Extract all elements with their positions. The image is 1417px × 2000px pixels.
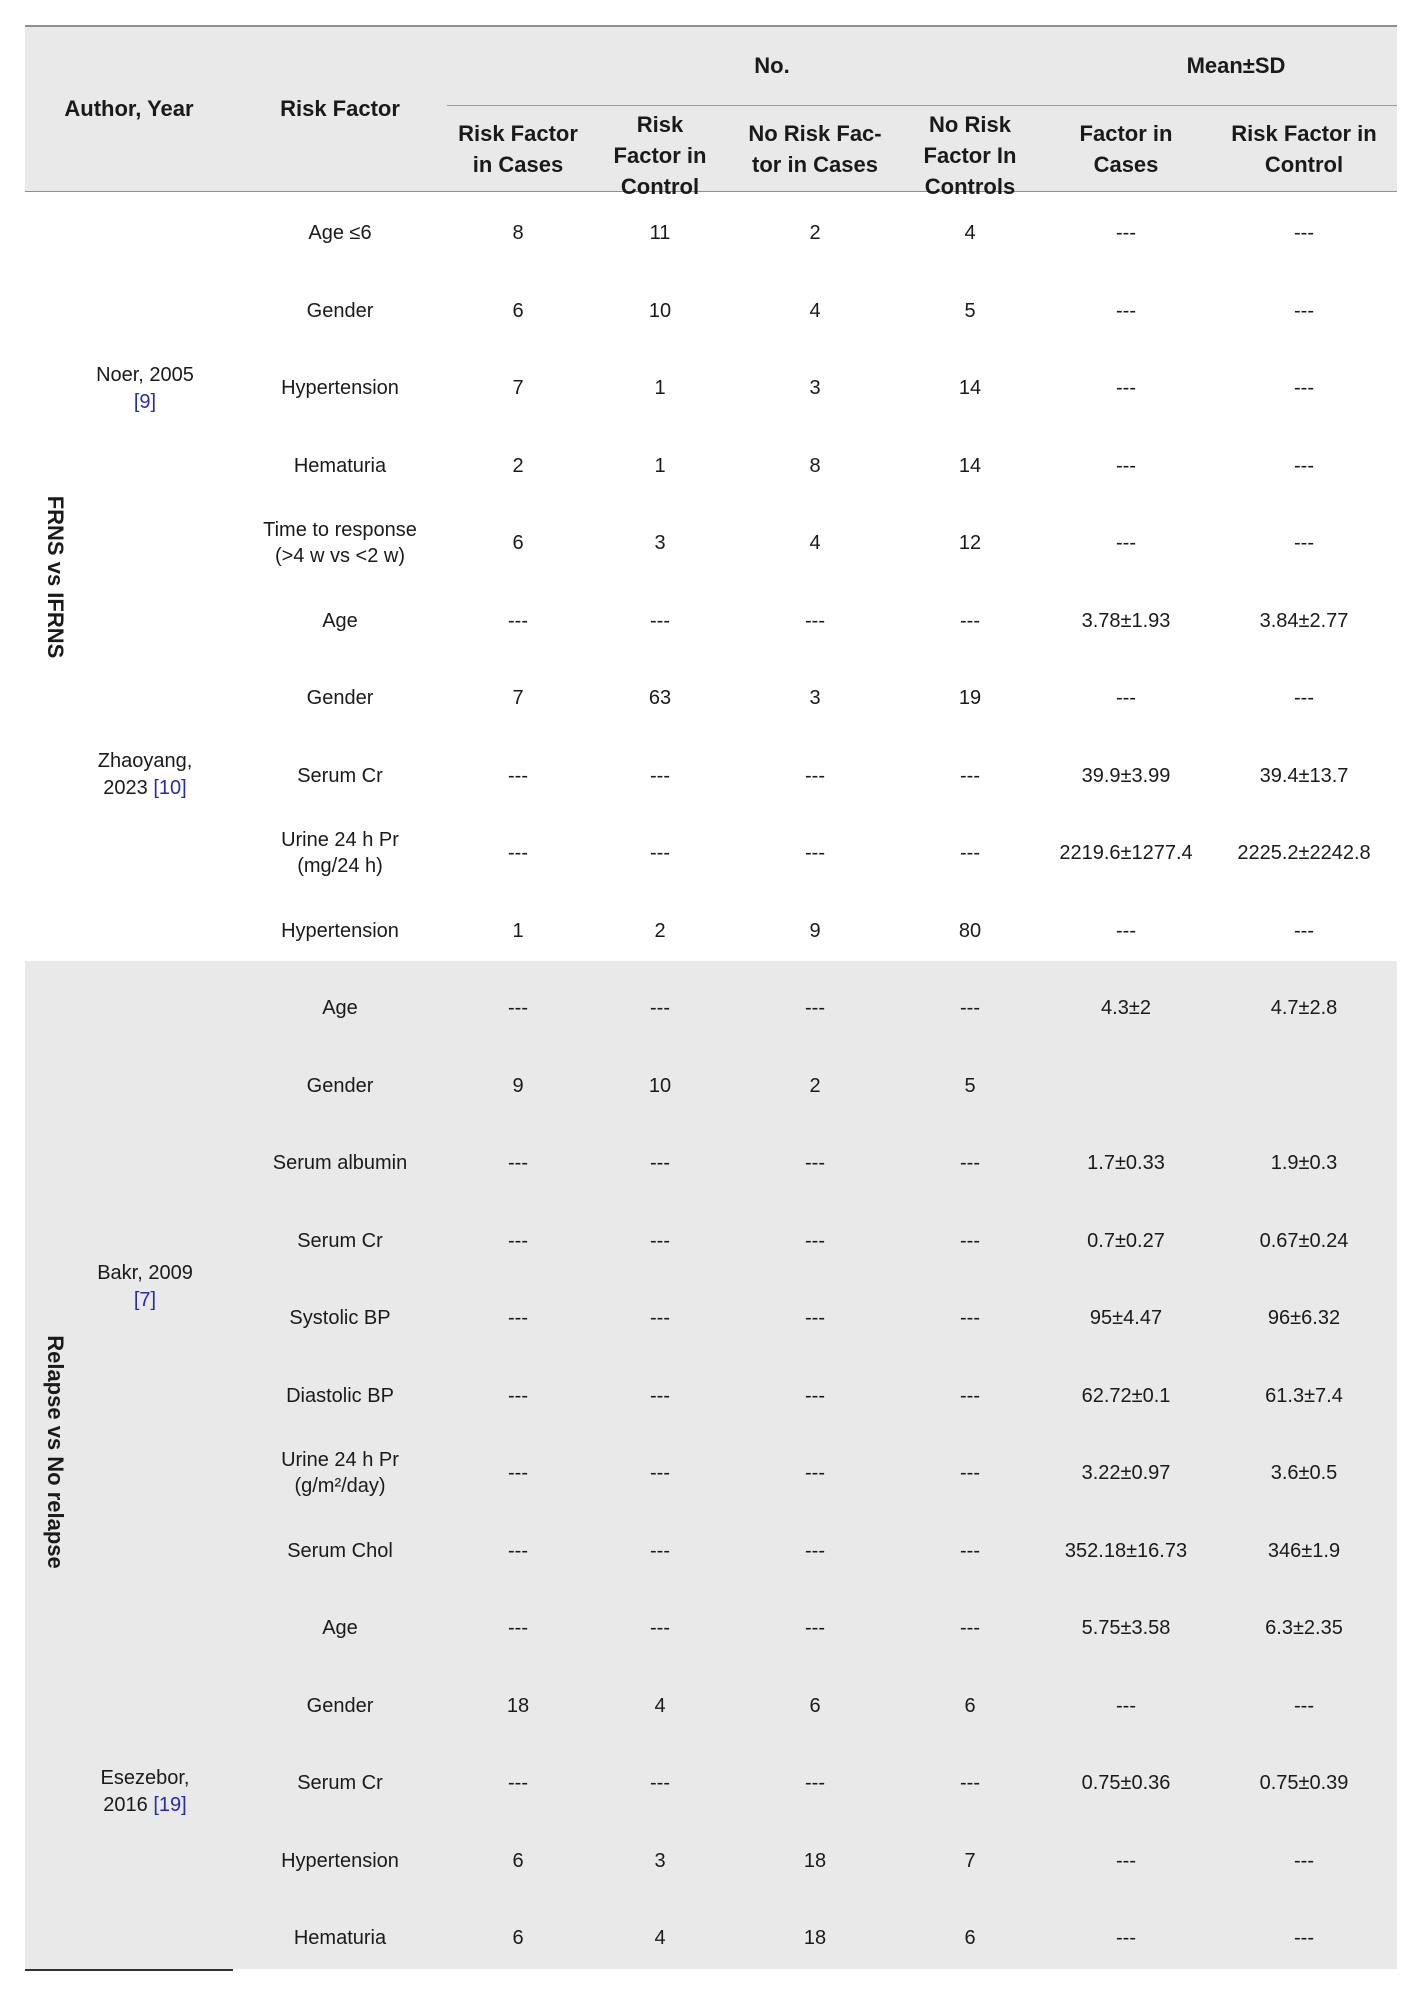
cell-norf-controls: 14 bbox=[958, 454, 982, 477]
cell-mean-cases: 352.18±16.73 bbox=[1064, 1539, 1188, 1562]
cell-risk-factor: Age bbox=[322, 1617, 358, 1639]
cell-mean-cases: --- bbox=[1116, 1849, 1136, 1872]
cell-mean-control: --- bbox=[1294, 454, 1314, 477]
cell-mean-control: --- bbox=[1294, 532, 1314, 554]
cell-mean-control: 1.9±0.3 bbox=[1270, 1152, 1338, 1174]
header-col-5: Factor in Cases bbox=[1079, 120, 1173, 177]
cell-risk-factor: Hematuria bbox=[293, 1927, 387, 1949]
cell-risk-factor: Diastolic BP bbox=[286, 1384, 394, 1407]
bottom-rule bbox=[25, 1969, 233, 1971]
cell-mean-cases: 0.7±0.27 bbox=[1087, 1229, 1165, 1252]
cell-risk-factor: Hypertension bbox=[281, 377, 399, 399]
citation-link[interactable]: [9] bbox=[133, 391, 157, 413]
cell-mean-control: --- bbox=[1294, 919, 1314, 942]
cell-mean-control: 0.75±0.39 bbox=[1259, 1772, 1349, 1794]
cell-rf-control: --- bbox=[650, 1462, 670, 1484]
cell-norf-cases: 8 bbox=[809, 454, 821, 477]
cell-rf-cases: --- bbox=[508, 1617, 528, 1639]
cell-rf-cases: --- bbox=[508, 1152, 528, 1174]
cell-norf-cases: 4 bbox=[809, 532, 821, 554]
cell-rf-control: 10 bbox=[648, 299, 672, 322]
cell-rf-cases: --- bbox=[508, 1307, 528, 1329]
cell-mean-cases: 5.75±3.58 bbox=[1081, 1617, 1171, 1639]
cell-risk-factor: Serum albumin bbox=[272, 1152, 408, 1174]
cell-norf-controls: 5 bbox=[964, 1074, 976, 1097]
cell-mean-control: 3.6±0.5 bbox=[1270, 1462, 1338, 1484]
cell-rf-control: --- bbox=[650, 1617, 670, 1639]
cell-mean-control: --- bbox=[1294, 687, 1314, 709]
cell-rf-cases: 7 bbox=[512, 377, 524, 399]
cell-mean-cases: 95±4.47 bbox=[1089, 1307, 1163, 1329]
author-name: Zhaoyang, bbox=[97, 750, 193, 772]
cell-risk-factor: Age bbox=[322, 609, 358, 632]
cell-risk-factor: Serum Cr bbox=[297, 1772, 383, 1794]
cell-rf-cases: 7 bbox=[512, 687, 524, 709]
header-author-year: Author, Year bbox=[64, 95, 194, 121]
cell-mean-control: --- bbox=[1294, 1849, 1314, 1872]
cell-risk-factor: Gender bbox=[306, 1074, 374, 1097]
cell-mean-control: 346±1.9 bbox=[1267, 1539, 1341, 1562]
cell-mean-cases: --- bbox=[1116, 532, 1136, 554]
cell-rf-cases: --- bbox=[508, 1229, 528, 1252]
citation-link[interactable]: [7] bbox=[133, 1289, 157, 1311]
cell-rf-control: 1 bbox=[654, 454, 666, 477]
cell-rf-control: 2 bbox=[654, 919, 666, 942]
cell-norf-controls: 80 bbox=[958, 919, 982, 942]
author-bakr bbox=[50, 1260, 240, 1314]
cell-rf-control: 11 bbox=[649, 222, 671, 244]
group-label-frns: FRNS vs IFRNS bbox=[43, 495, 68, 659]
header-col-6: Risk Factor in Control bbox=[1231, 120, 1377, 177]
cell-mean-cases: 3.78±1.93 bbox=[1081, 609, 1171, 632]
cell-norf-cases: --- bbox=[805, 1384, 825, 1407]
header-col-3: No Risk Fac- tor in Cases bbox=[748, 120, 882, 177]
cell-norf-controls: --- bbox=[960, 1772, 980, 1794]
cell-rf-cases: 8 bbox=[512, 222, 524, 244]
cell-rf-control: --- bbox=[650, 1229, 670, 1252]
cell-mean-control: 96±6.32 bbox=[1267, 1307, 1341, 1329]
cell-rf-control: --- bbox=[650, 1772, 670, 1794]
cell-norf-cases: 3 bbox=[809, 377, 821, 399]
cell-risk-factor: Gender bbox=[306, 1694, 374, 1717]
cell-norf-controls: --- bbox=[960, 1462, 980, 1484]
cell-mean-control: 61.3±7.4 bbox=[1265, 1384, 1343, 1407]
header-group-mean: Mean±SD bbox=[1186, 52, 1286, 78]
cell-mean-control: 2225.2±2242.8 bbox=[1237, 842, 1371, 864]
author-name: Esezebor, bbox=[100, 1767, 190, 1789]
cell-norf-controls: --- bbox=[960, 1229, 980, 1252]
cell-norf-cases: 18 bbox=[803, 1849, 827, 1872]
cell-rf-control: --- bbox=[650, 764, 670, 787]
cell-risk-factor: Gender bbox=[306, 299, 374, 322]
author-year: 2016 bbox=[103, 1794, 148, 1816]
cell-mean-cases: 3.22±0.97 bbox=[1081, 1462, 1171, 1484]
cell-rf-cases: --- bbox=[508, 1539, 528, 1562]
cell-mean-cases bbox=[1041, 1051, 1211, 1121]
cell-rf-control: 4 bbox=[654, 1927, 666, 1949]
citation-link[interactable]: [10] bbox=[153, 777, 187, 799]
cell-norf-cases: --- bbox=[805, 997, 825, 1019]
citation-link[interactable]: [19] bbox=[153, 1794, 187, 1816]
cell-rf-cases: --- bbox=[508, 764, 528, 787]
header-col-2: Risk Factor in Control bbox=[613, 111, 707, 199]
cell-norf-controls: --- bbox=[960, 842, 980, 864]
cell-risk-factor: Urine 24 h Pr (mg/24 h) bbox=[281, 829, 399, 877]
cell-norf-controls: 14 bbox=[958, 377, 982, 399]
cell-rf-cases: 9 bbox=[512, 1074, 524, 1097]
cell-mean-cases: --- bbox=[1116, 919, 1136, 942]
cell-rf-cases: --- bbox=[508, 1772, 528, 1794]
cell-mean-cases: --- bbox=[1116, 1694, 1136, 1717]
cell-risk-factor: Hematuria bbox=[293, 454, 387, 477]
cell-mean-control bbox=[1211, 1051, 1397, 1121]
cell-norf-cases: --- bbox=[805, 1152, 825, 1174]
cell-norf-cases: --- bbox=[805, 842, 825, 864]
cell-risk-factor: Age ≤6 bbox=[308, 222, 372, 244]
cell-norf-cases: --- bbox=[805, 1307, 825, 1329]
author-name: Bakr, 2009 bbox=[97, 1262, 193, 1284]
author-noer bbox=[50, 362, 240, 416]
cell-rf-control: 10 bbox=[648, 1074, 672, 1097]
cell-rf-control: 4 bbox=[654, 1694, 666, 1717]
cell-risk-factor: Age bbox=[322, 997, 358, 1019]
cell-norf-controls: --- bbox=[960, 1384, 980, 1407]
cell-norf-cases: 9 bbox=[809, 919, 821, 942]
header-col-1: Risk Factor in Cases bbox=[458, 120, 578, 177]
cell-risk-factor: Urine 24 h Pr (g/m²/day) bbox=[281, 1449, 399, 1497]
cell-mean-cases: --- bbox=[1116, 222, 1136, 244]
cell-mean-control: 39.4±13.7 bbox=[1259, 764, 1349, 787]
cell-norf-cases: --- bbox=[805, 1772, 825, 1794]
cell-mean-control: 3.84±2.77 bbox=[1259, 609, 1349, 632]
cell-rf-cases: --- bbox=[508, 1384, 528, 1407]
cell-mean-control: 0.67±0.24 bbox=[1259, 1229, 1349, 1252]
cell-norf-cases: 4 bbox=[809, 299, 821, 322]
cell-norf-controls: --- bbox=[960, 609, 980, 632]
cell-norf-controls: --- bbox=[960, 764, 980, 787]
cell-mean-cases: --- bbox=[1116, 1927, 1136, 1949]
cell-norf-cases: --- bbox=[805, 764, 825, 787]
cell-mean-cases: 62.72±0.1 bbox=[1081, 1384, 1171, 1407]
cell-rf-cases: 6 bbox=[512, 532, 524, 554]
cell-mean-control: 4.7±2.8 bbox=[1270, 997, 1338, 1019]
cell-norf-controls: --- bbox=[960, 1152, 980, 1174]
cell-risk-factor: Systolic BP bbox=[289, 1307, 391, 1329]
cell-norf-controls: 4 bbox=[964, 222, 976, 244]
group-label-relapse: Relapse vs No relapse bbox=[43, 1335, 68, 1569]
cell-norf-cases: 2 bbox=[809, 222, 821, 244]
author-zhaoyang bbox=[50, 748, 240, 802]
cell-norf-cases: 18 bbox=[803, 1927, 827, 1949]
author-year: 2023 bbox=[103, 777, 148, 799]
cell-norf-controls: 5 bbox=[964, 299, 976, 322]
cell-rf-control: --- bbox=[650, 1384, 670, 1407]
cell-norf-controls: 6 bbox=[964, 1927, 976, 1949]
cell-mean-control: --- bbox=[1294, 299, 1314, 322]
cell-mean-cases: --- bbox=[1116, 687, 1136, 709]
cell-mean-cases: 39.9±3.99 bbox=[1081, 764, 1171, 787]
cell-rf-control: --- bbox=[650, 1307, 670, 1329]
cell-rf-cases: 6 bbox=[512, 1849, 524, 1872]
cell-mean-control: --- bbox=[1294, 377, 1314, 399]
cell-mean-cases: 1.7±0.33 bbox=[1087, 1152, 1165, 1174]
cell-rf-cases: 18 bbox=[506, 1694, 530, 1717]
cell-norf-cases: 6 bbox=[809, 1694, 821, 1717]
cell-risk-factor: Serum Cr bbox=[297, 1229, 383, 1252]
cell-mean-control: --- bbox=[1294, 1927, 1314, 1949]
cell-rf-control: --- bbox=[650, 842, 670, 864]
cell-rf-cases: --- bbox=[508, 609, 528, 632]
cell-risk-factor: Serum Chol bbox=[287, 1539, 393, 1562]
cell-rf-control: 1 bbox=[654, 377, 666, 399]
cell-rf-cases: --- bbox=[508, 997, 528, 1019]
cell-rf-control: --- bbox=[650, 1539, 670, 1562]
cell-rf-control: --- bbox=[650, 1152, 670, 1174]
author-name: Noer, 2005 bbox=[96, 364, 194, 386]
cell-mean-cases: 2219.6±1277.4 bbox=[1059, 842, 1193, 864]
cell-risk-factor: Hypertension bbox=[281, 919, 399, 942]
cell-norf-cases: 2 bbox=[809, 1074, 821, 1097]
cell-norf-controls: --- bbox=[960, 1617, 980, 1639]
cell-mean-control: 6.3±2.35 bbox=[1265, 1617, 1343, 1639]
cell-risk-factor: Gender bbox=[306, 687, 374, 709]
cell-rf-control: --- bbox=[650, 997, 670, 1019]
cell-mean-cases: --- bbox=[1116, 377, 1136, 399]
cell-mean-cases: 0.75±0.36 bbox=[1081, 1772, 1171, 1794]
cell-norf-cases: --- bbox=[805, 609, 825, 632]
cell-mean-cases: 4.3±2 bbox=[1101, 997, 1151, 1019]
cell-rf-cases: --- bbox=[508, 842, 528, 864]
cell-mean-cases: --- bbox=[1116, 299, 1136, 322]
cell-norf-cases: --- bbox=[805, 1617, 825, 1639]
cell-mean-cases: --- bbox=[1116, 454, 1136, 477]
cell-norf-controls: 7 bbox=[964, 1849, 976, 1872]
cell-rf-cases: 6 bbox=[512, 1927, 524, 1949]
cell-rf-control: --- bbox=[650, 609, 670, 632]
header-risk-factor: Risk Factor bbox=[280, 95, 400, 121]
cell-risk-factor: Time to response (>4 w vs <2 w) bbox=[263, 519, 417, 567]
cell-rf-control: 63 bbox=[648, 687, 672, 709]
cell-norf-controls: 12 bbox=[958, 532, 982, 554]
cell-rf-cases: 6 bbox=[512, 299, 524, 322]
cell-norf-controls: --- bbox=[960, 997, 980, 1019]
cell-norf-controls: --- bbox=[960, 1307, 980, 1329]
cell-rf-control: 3 bbox=[654, 1849, 666, 1872]
cell-mean-control: --- bbox=[1294, 222, 1314, 244]
header-col-4: No Risk Factor In Controls bbox=[923, 111, 1017, 199]
cell-risk-factor: Hypertension bbox=[281, 1849, 399, 1872]
cell-norf-cases: --- bbox=[805, 1462, 825, 1484]
cell-rf-cases: 1 bbox=[512, 919, 524, 942]
cell-norf-cases: 3 bbox=[809, 687, 821, 709]
header-group-no: No. bbox=[754, 52, 790, 78]
cell-rf-cases: 2 bbox=[512, 454, 524, 477]
cell-norf-controls: 6 bbox=[964, 1694, 976, 1717]
cell-rf-cases: --- bbox=[508, 1462, 528, 1484]
cell-norf-cases: --- bbox=[805, 1229, 825, 1252]
author-esezebor bbox=[50, 1765, 240, 1819]
cell-norf-cases: --- bbox=[805, 1539, 825, 1562]
cell-mean-control: --- bbox=[1294, 1694, 1314, 1717]
cell-norf-controls: 19 bbox=[958, 687, 982, 709]
cell-risk-factor: Serum Cr bbox=[297, 764, 383, 787]
cell-norf-controls: --- bbox=[960, 1539, 980, 1562]
cell-rf-control: 3 bbox=[654, 532, 666, 554]
